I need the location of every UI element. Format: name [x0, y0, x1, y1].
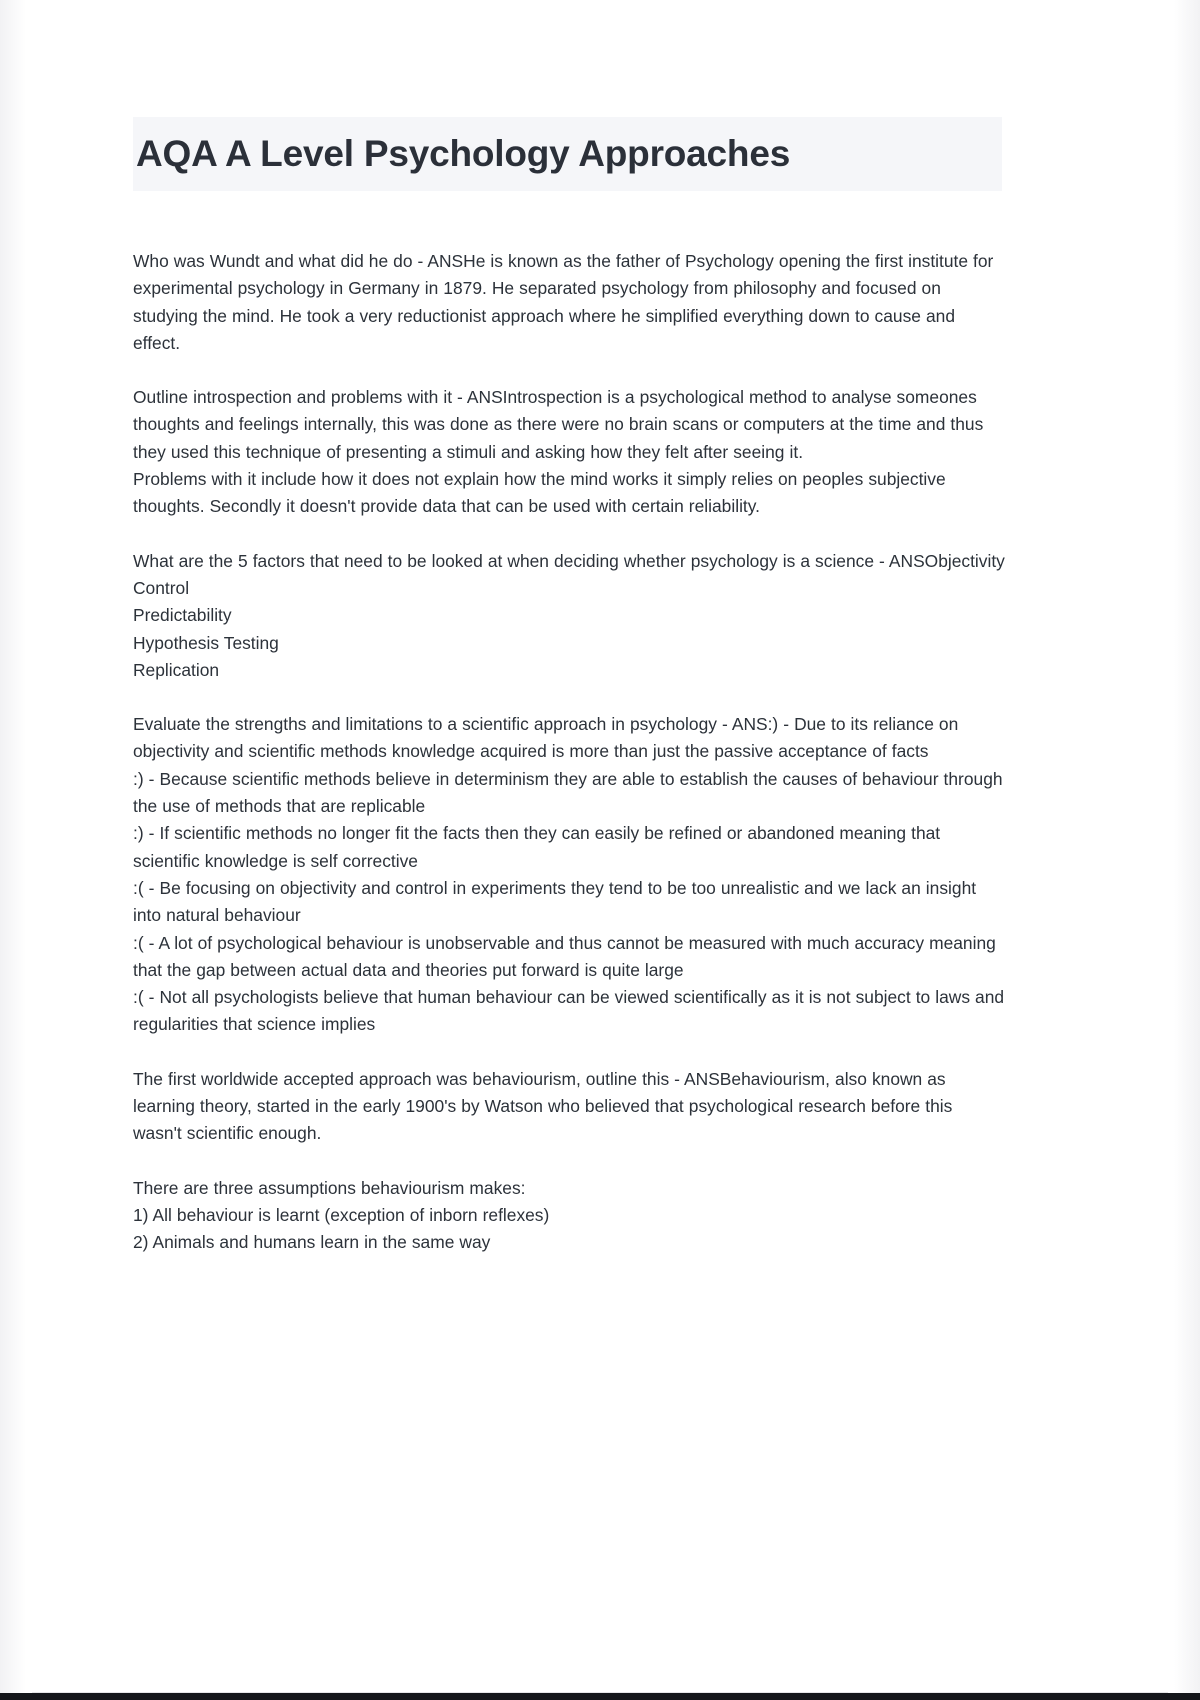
page-edge-shadow-left: [0, 0, 26, 1700]
paragraph-evaluate-limitation-3: :( - Not all psychologists believe that human behaviour can be viewed scientifically as it is not subject to laws and regularities that science implies: [133, 987, 1005, 1035]
paragraph-evaluate-strength-2: :) - Because scientific methods believe in determinism they are able to establish the causes of behaviour through the use of methods that are replicable: [133, 768, 1003, 817]
paragraph-evaluate-strength-1: Evaluate the strengths and limitations to a scientific approach in psychology - ANS:) - Due to its reliance on objectivity and scientific methods knowledge acquired is more than just the passive acceptance of facts: [133, 714, 959, 762]
paragraph-behaviourism: The first worldwide accepted approach was behaviourism, outline this - ANSBehaviourism, also known as learning theory, started in the early 1900's by Watson who believed that psychological research before this wasn't scientific enough.: [133, 1068, 953, 1144]
paragraph-evaluate-limitation-2: :( - A lot of psychological behaviour is unobservable and thus cannot be measured with much accuracy meaning that the gap between actual data and theories put forward is quite large: [133, 932, 996, 980]
document-title-band: [133, 117, 1002, 191]
paragraph-evaluate-limitation-1: :( - Be focusing on objectivity and control in experiments they tend to be too unrealistic and we lack an insight into natural behaviour: [133, 877, 977, 926]
document-body: [133, 248, 1005, 1257]
paragraph-introspection: Outline introspection and problems with it - ANSIntrospection is a psychological method to analyse someones thoughts and feelings internally, this was done as there were no brain scans or computers at the time and thus they used this technique of presenting a stimuli and asking how they felt after seeing it.: [133, 387, 984, 462]
page-edge-shadow-right: [1174, 0, 1200, 1700]
paragraph-factor-hypothesis-testing: Hypothesis Testing: [133, 632, 279, 653]
page-title: AQA A Level Psychology Approaches: [136, 133, 791, 174]
paragraph-five-factors: What are the 5 factors that need to be looked at when deciding whether psychology is a science - ANSObjectivity: [133, 550, 1005, 571]
paragraph-evaluate-strength-3: :) - If scientific methods no longer fit the facts then they can easily be refined or abandoned meaning that scientific knowledge is self corrective: [133, 823, 941, 871]
paragraph-introspection-problems: Problems with it include how it does not explain how the mind works it simply relies on peoples subjective thoughts. Secondly it doesn't provide data that can be used with certain reliability.: [133, 469, 946, 517]
paragraph-assumption-2: 2) Animals and humans learn in the same way: [133, 1232, 491, 1253]
paragraph-factor-predictability: Predictability: [133, 605, 232, 626]
paragraph-factor-replication: Replication: [133, 659, 220, 680]
paragraph-assumptions-intro: There are three assumptions behaviourism makes:: [133, 1177, 526, 1198]
paragraph-wundt: Who was Wundt and what did he do - ANSHe is known as the father of Psychology opening the first institute for experimental psychology in Germany in 1879. He separated psychology from philosophy and focused on studying the mind. He took a very reductionist approach where he simplified everything down to cause and effect.: [133, 251, 994, 353]
paragraph-assumption-1: 1) All behaviour is learnt (exception of inborn reflexes): [133, 1204, 550, 1225]
paragraph-factor-control: Control: [133, 577, 190, 598]
footer-bar: [0, 1693, 1200, 1700]
